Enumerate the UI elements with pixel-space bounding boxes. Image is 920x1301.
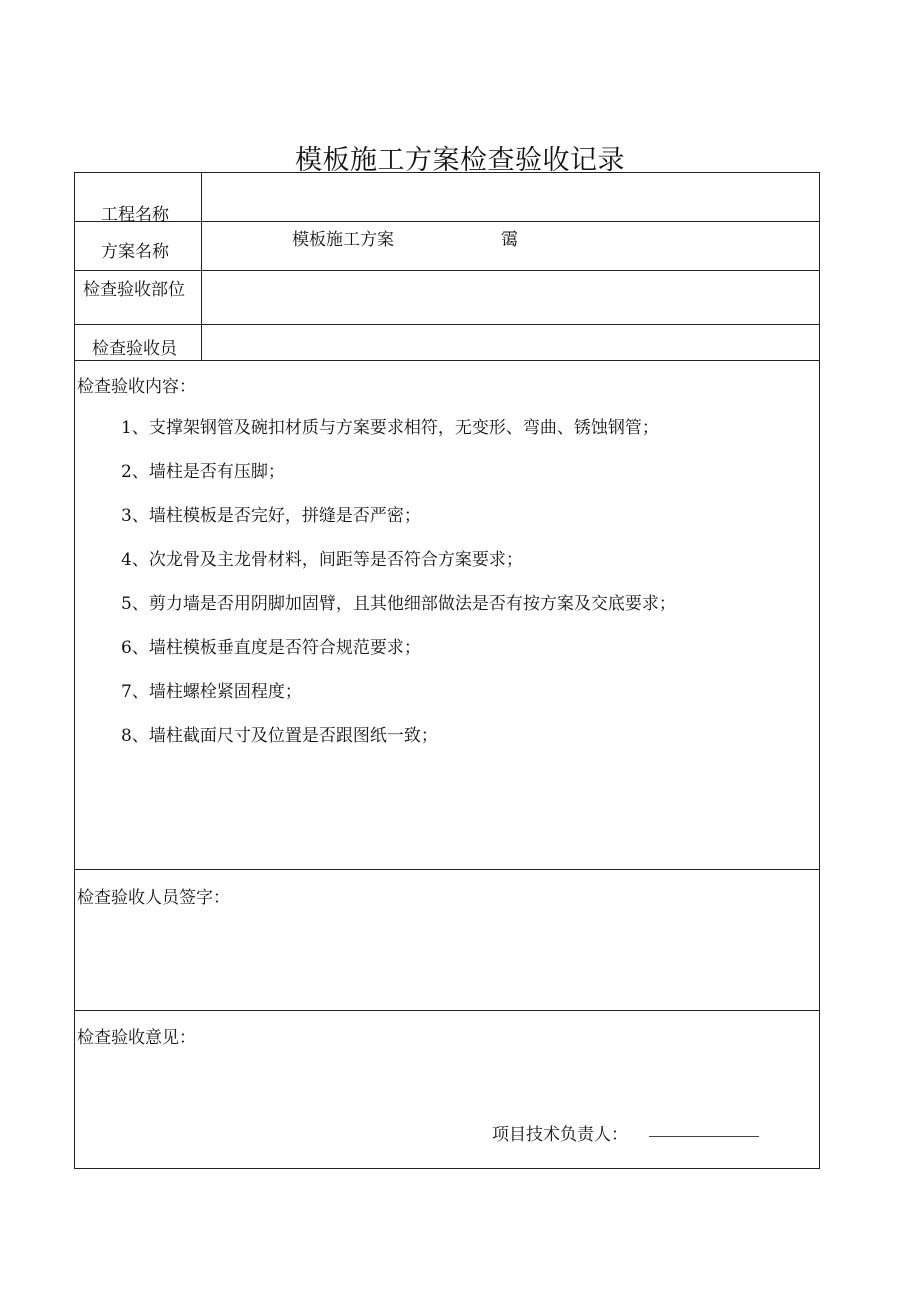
project-name-label: 工程名称	[101, 205, 169, 225]
checklist-item: 7、墙柱螺栓紧固程度；	[121, 682, 302, 702]
row-divider	[75, 360, 819, 361]
scheme-name-value: 模板施工方案	[292, 230, 394, 250]
checklist-item: 6、墙柱模板垂直度是否符合规范要求；	[121, 638, 421, 658]
row-divider	[75, 221, 819, 222]
scheme-name-extra: 霭	[501, 230, 518, 250]
opinion-heading: 检查验收意见：	[77, 1028, 196, 1048]
inspector-label: 检查验收员	[92, 339, 177, 359]
checklist-item: 8、墙柱截面尺寸及位置是否跟图纸一致；	[121, 726, 438, 746]
content-heading: 检查验收内容：	[77, 377, 196, 397]
row-divider	[75, 324, 819, 325]
responsible-signature-line	[649, 1136, 759, 1137]
checklist-item: 2、墙柱是否有压脚；	[121, 462, 285, 482]
row-divider	[75, 1010, 819, 1011]
responsible-person-label: 项目技术负责人：	[492, 1125, 628, 1145]
checklist-item: 3、墙柱模板是否完好，拼缝是否严密；	[121, 506, 421, 526]
column-divider	[201, 173, 202, 360]
checklist-item: 5、剪力墙是否用阴脚加固臂，且其他细部做法是否有按方案及交底要求；	[121, 594, 676, 614]
check-location-label: 检查验收部位	[83, 280, 185, 300]
checklist-item: 1、支撑架钢管及碗扣材质与方案要求相符，无变形、弯曲、锈蚀钢管；	[121, 418, 659, 438]
inspection-form-table	[74, 172, 820, 1169]
row-divider	[75, 869, 819, 870]
signatures-heading: 检查验收人员签字：	[77, 888, 230, 908]
page-title: 模板施工方案检查验收记录	[295, 145, 625, 176]
row-divider	[75, 270, 819, 271]
checklist-item: 4、次龙骨及主龙骨材料，间距等是否符合方案要求；	[121, 550, 523, 570]
scheme-name-label: 方案名称	[101, 242, 169, 262]
